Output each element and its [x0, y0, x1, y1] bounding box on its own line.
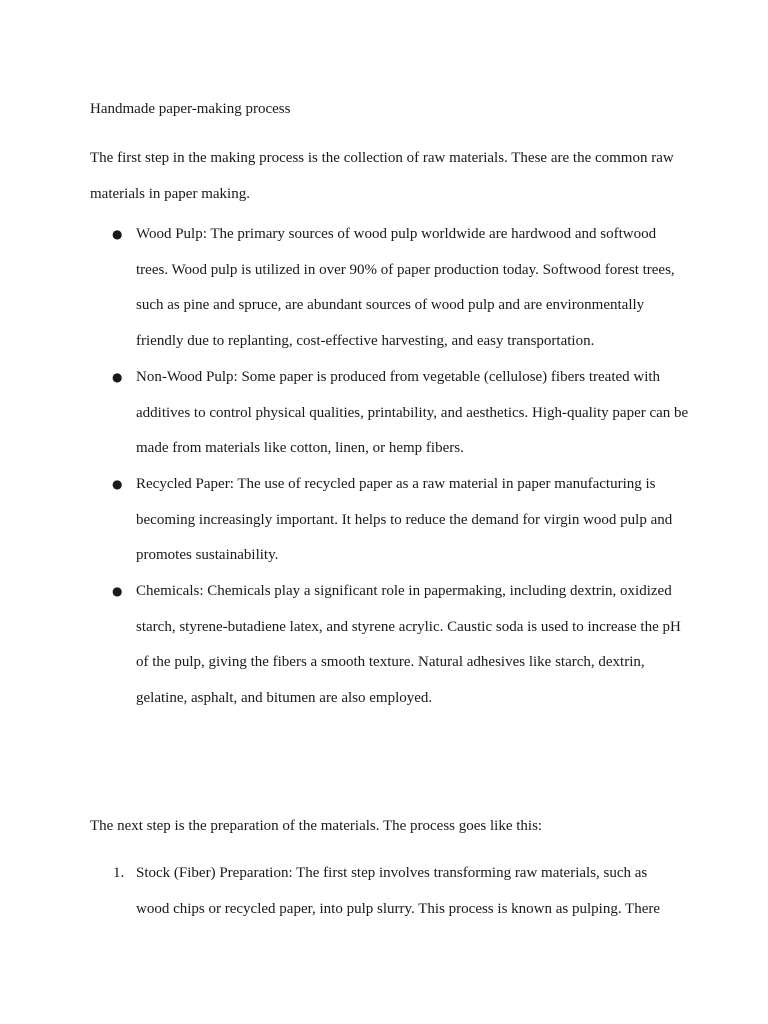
bullet-icon: ●	[112, 227, 123, 241]
list-item-text: Recycled Paper: The use of recycled paper as a raw material in paper manufacturing is becoming increasingly important. It helps to reduce the demand for virgin wood pulp and promotes sustainability.	[136, 475, 673, 564]
preparation-steps-list	[0, 856, 768, 927]
raw-materials-list	[0, 217, 768, 717]
list-item-text: Non-Wood Pulp: Some paper is produced from vegetable (cellulose) fibers treated with additives to control physical qualities, printability, and aesthetics. High-quality paper can be made from materials like cotton, linen, or hemp fibers.	[136, 368, 689, 457]
bullet-icon: ●	[112, 369, 123, 384]
list-item-stock-preparation	[0, 856, 768, 927]
next-step-paragraph: The next step is the preparation of the materials. The process goes like this:	[90, 818, 543, 834]
list-item-non-wood-pulp	[0, 360, 768, 467]
bullet-icon: ●	[112, 584, 123, 599]
list-item-recycled-paper	[0, 467, 768, 574]
list-item-text: Wood Pulp: The primary sources of wood pulp worldwide are hardwood and softwood trees. Wood pulp is utilized in over 90% of paper production today. Softwood forest trees, such as pine and spruce, are abundant sources of wood pulp and are environmentally friendly due to replanting, cost-effective harvesting, and easy transportation.	[136, 226, 675, 350]
list-number: 1.	[113, 865, 125, 881]
list-item-chemicals	[0, 574, 768, 717]
list-item-text: Stock (Fiber) Preparation: The first step involves transforming raw materials, such as wood chips or recycled paper, into pulp slurry. This process is known as pulping. There	[136, 865, 661, 917]
intro-paragraph: The first step in the making process is the collection of raw materials. These are the common raw materials in paper making.	[90, 150, 674, 202]
list-item-text: Chemicals: Chemicals play a significant role in papermaking, including dextrin, oxidized starch, styrene-butadiene latex, and styrene acrylic. Caustic soda is used to increase the pH of the pulp, giving the fibers a smooth texture. Natural adhesives like starch, dextrin, gelatine, asphalt, and bitumen are also employed.	[136, 583, 681, 707]
bullet-icon: ●	[112, 476, 123, 491]
list-item-wood-pulp	[0, 217, 768, 360]
document-title: Handmade paper-making process	[90, 101, 291, 117]
